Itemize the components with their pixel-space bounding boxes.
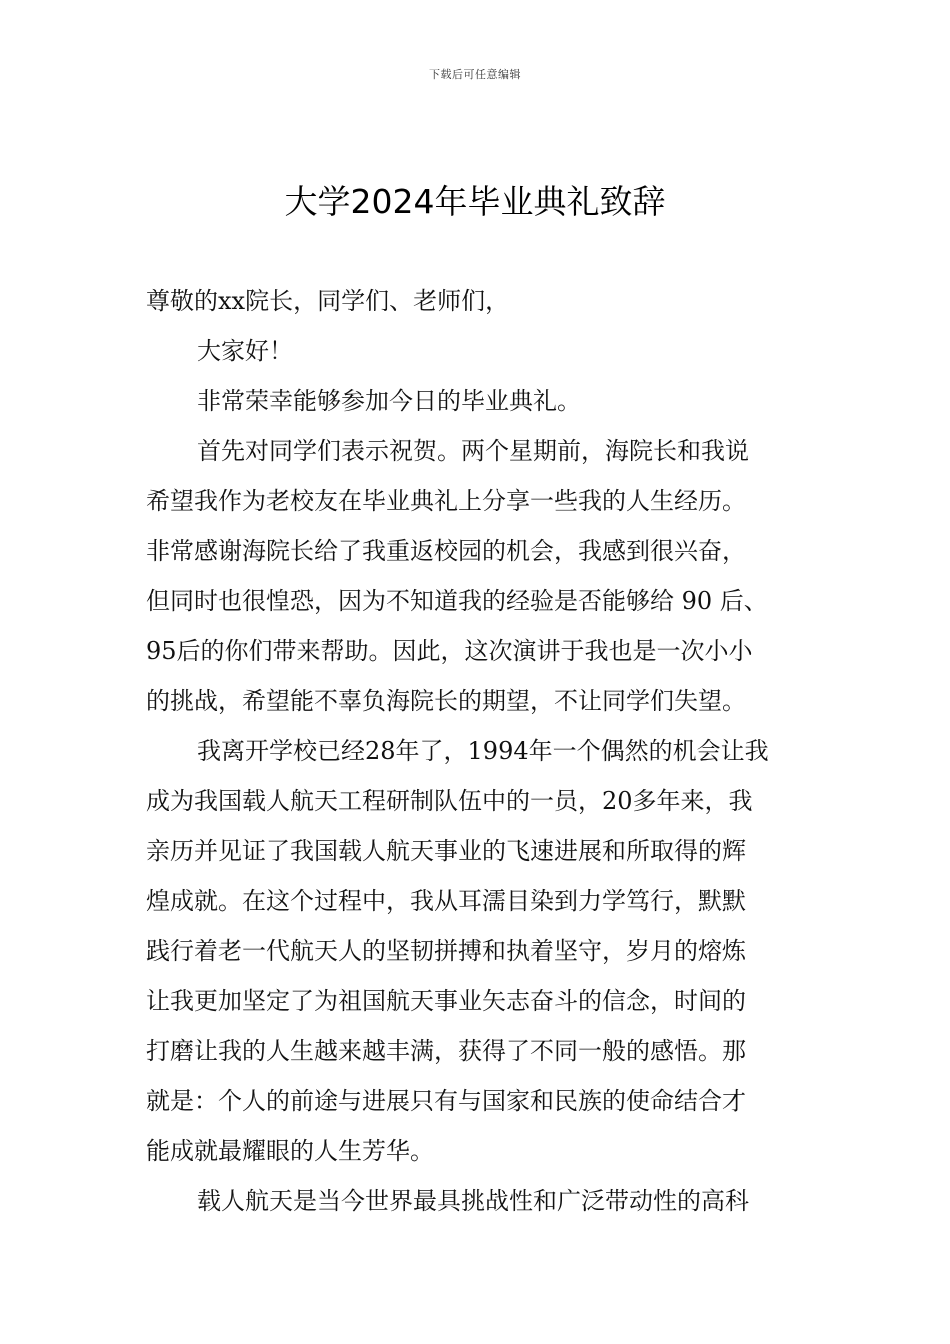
paragraph-line: 首先对同学们表示祝贺。两个星期前，海院长和我说 <box>197 437 749 465</box>
paragraph-line: 希望我作为老校友在毕业典礼上分享一些我的人生经历。 <box>146 487 746 515</box>
document-title: 大学2024年毕业典礼致辞 <box>284 182 666 221</box>
paragraph-line: 非常荣幸能够参加今日的毕业典礼。 <box>197 387 581 415</box>
header-note: 下载后可任意编辑 <box>429 68 521 81</box>
paragraph-line: 非常感谢海院长给了我重返校园的机会，我感到很兴奋， <box>146 537 746 565</box>
paragraph-line: 煌成就。在这个过程中，我从耳濡目染到力学笃行，默默 <box>146 887 746 915</box>
paragraph-line: 亲历并见证了我国载人航天事业的飞速进展和所取得的辉 <box>146 837 746 865</box>
paragraph-line: 让我更加坚定了为祖国航天事业矢志奋斗的信念，时间的 <box>146 987 746 1015</box>
document-body <box>146 276 806 1226</box>
paragraph-line: 载人航天是当今世界最具挑战性和广泛带动性的高科 <box>197 1187 749 1215</box>
paragraph-line: 的挑战，希望能不辜负海院长的期望，不让同学们失望。 <box>146 687 746 715</box>
paragraph-line: 大家好！ <box>197 337 293 365</box>
paragraph-line: 就是：个人的前途与进展只有与国家和民族的使命结合才 <box>146 1087 746 1115</box>
paragraph-line: 打磨让我的人生越来越丰满，获得了不同一般的感悟。那 <box>146 1037 746 1065</box>
paragraph-line: 成为我国载人航天工程研制队伍中的一员，20多年来，我 <box>146 787 753 815</box>
paragraph-line: 95后的你们带来帮助。因此，这次演讲于我也是一次小小 <box>146 637 753 665</box>
paragraph-line: 践行着老一代航天人的坚韧拼搏和执着坚守，岁月的熔炼 <box>146 937 746 965</box>
paragraph-line: 但同时也很惶恐，因为不知道我的经验是否能够给 90 后、 <box>146 587 768 615</box>
paragraph-line: 能成就最耀眼的人生芳华。 <box>146 1137 434 1165</box>
paragraph-line: 我离开学校已经28年了，1994年一个偶然的机会让我 <box>197 737 769 765</box>
salutation-line: 尊敬的xx院长，同学们、老师们， <box>146 287 510 315</box>
